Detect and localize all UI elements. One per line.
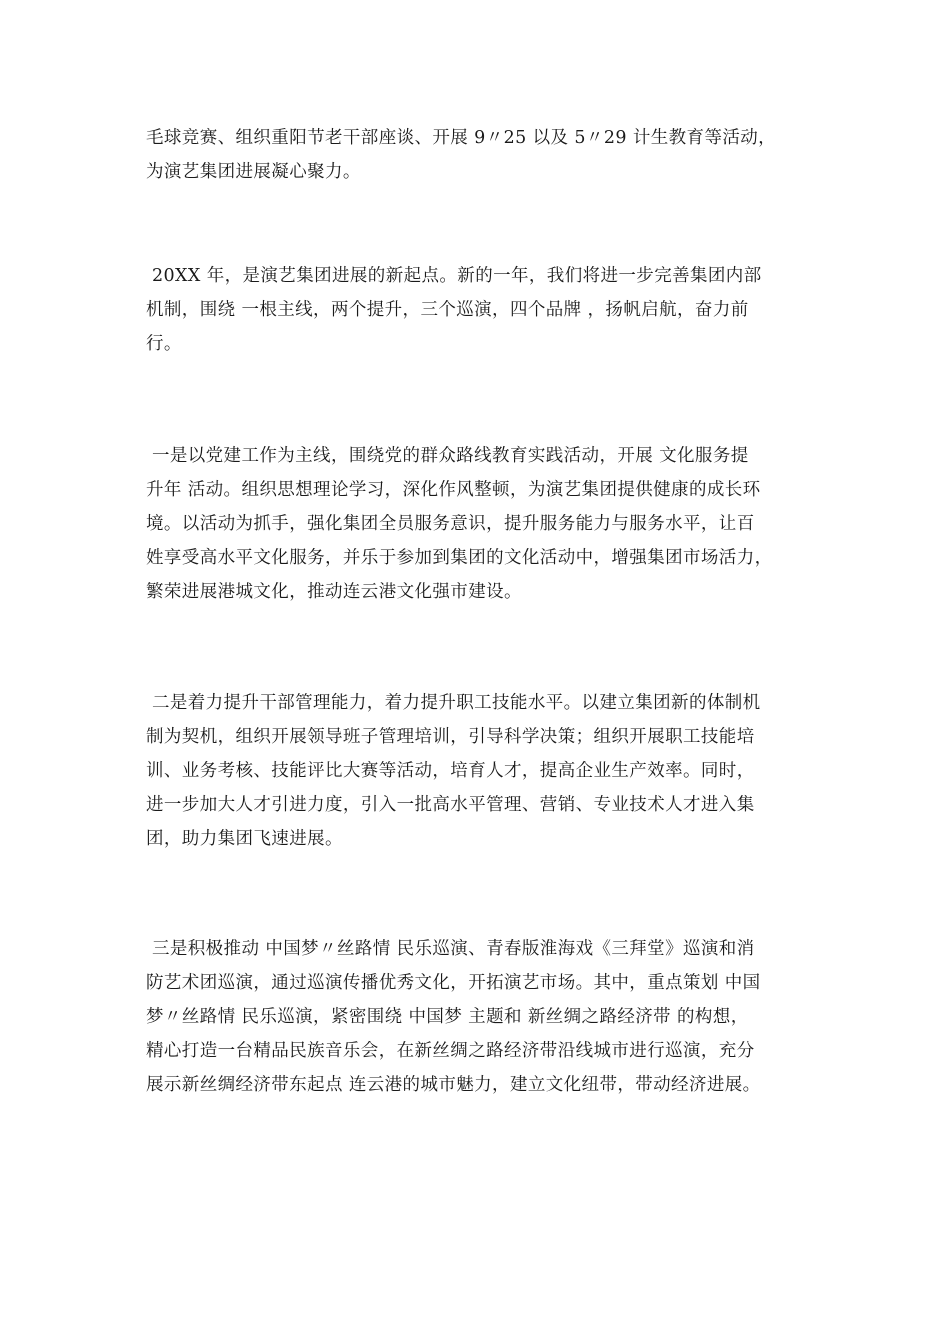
paragraph-line: 为演艺集团进展凝心聚力。	[146, 162, 361, 182]
paragraph-line: 繁荣进展港城文化，推动连云港文化强市建设。	[146, 582, 522, 602]
paragraph-line: 防艺术团巡演，通过巡演传播优秀文化，开拓演艺市场。其中，重点策划 中国	[146, 973, 761, 993]
paragraph-line: 展示新丝绸经济带东起点 连云港的城市魅力，建立文化纽带，带动经济进展。	[146, 1075, 761, 1095]
paragraph-line: 姓享受高水平文化服务，并乐于参加到集团的文化活动中，增强集团市场活力，	[146, 548, 773, 568]
paragraph-line: 梦〃丝路情 民乐巡演，紧密围绕 中国梦 主题和 新丝绸之路经济带 的构想，	[146, 1007, 749, 1027]
paragraph-line: 制为契机，组织开展领导班子管理培训，引导科学决策；组织开展职工技能培	[146, 727, 755, 747]
paragraph-line: 机制，围绕 一根主线，两个提升，三个巡演，四个品牌 ，扬帆启航，奋力前	[146, 300, 749, 320]
paragraph-5	[146, 932, 812, 1102]
paragraph-3	[146, 439, 812, 609]
paragraph-line: 一是以党建工作为主线，围绕党的群众路线教育实践活动，开展 文化服务提	[146, 446, 749, 466]
paragraph-1	[146, 121, 812, 189]
paragraph-line: 团，助力集团飞速进展。	[146, 829, 343, 849]
paragraph-4	[146, 686, 812, 856]
paragraph-line: 境。以活动为抓手，强化集团全员服务意识，提升服务能力与服务水平，让百	[146, 514, 755, 534]
paragraph-line: 二是着力提升干部管理能力，着力提升职工技能水平。以建立集团新的体制机	[146, 693, 761, 713]
paragraph-line: 升年 活动。组织思想理论学习，深化作风整顿，为演艺集团提供健康的成长环	[146, 480, 761, 500]
paragraph-line: 训、业务考核、技能评比大赛等活动，培育人才，提高企业生产效率。同时，	[146, 761, 755, 781]
paragraph-line: 三是积极推动 中国梦〃丝路情 民乐巡演、青春版淮海戏《三拜堂》巡演和消	[146, 939, 755, 959]
paragraph-line: 毛球竞赛、组织重阳节老干部座谈、开展 9〃25 以及 5〃29 计生教育等活动，	[146, 128, 777, 148]
paragraph-2	[146, 259, 812, 361]
paragraph-line: 精心打造一台精品民族音乐会，在新丝绸之路经济带沿线城市进行巡演，充分	[146, 1041, 755, 1061]
paragraph-line: 行。	[146, 334, 182, 354]
paragraph-line: 进一步加大人才引进力度，引入一批高水平管理、营销、专业技术人才进入集	[146, 795, 755, 815]
paragraph-line: 20XX 年，是演艺集团进展的新起点。新的一年，我们将进一步完善集团内部	[146, 266, 762, 286]
